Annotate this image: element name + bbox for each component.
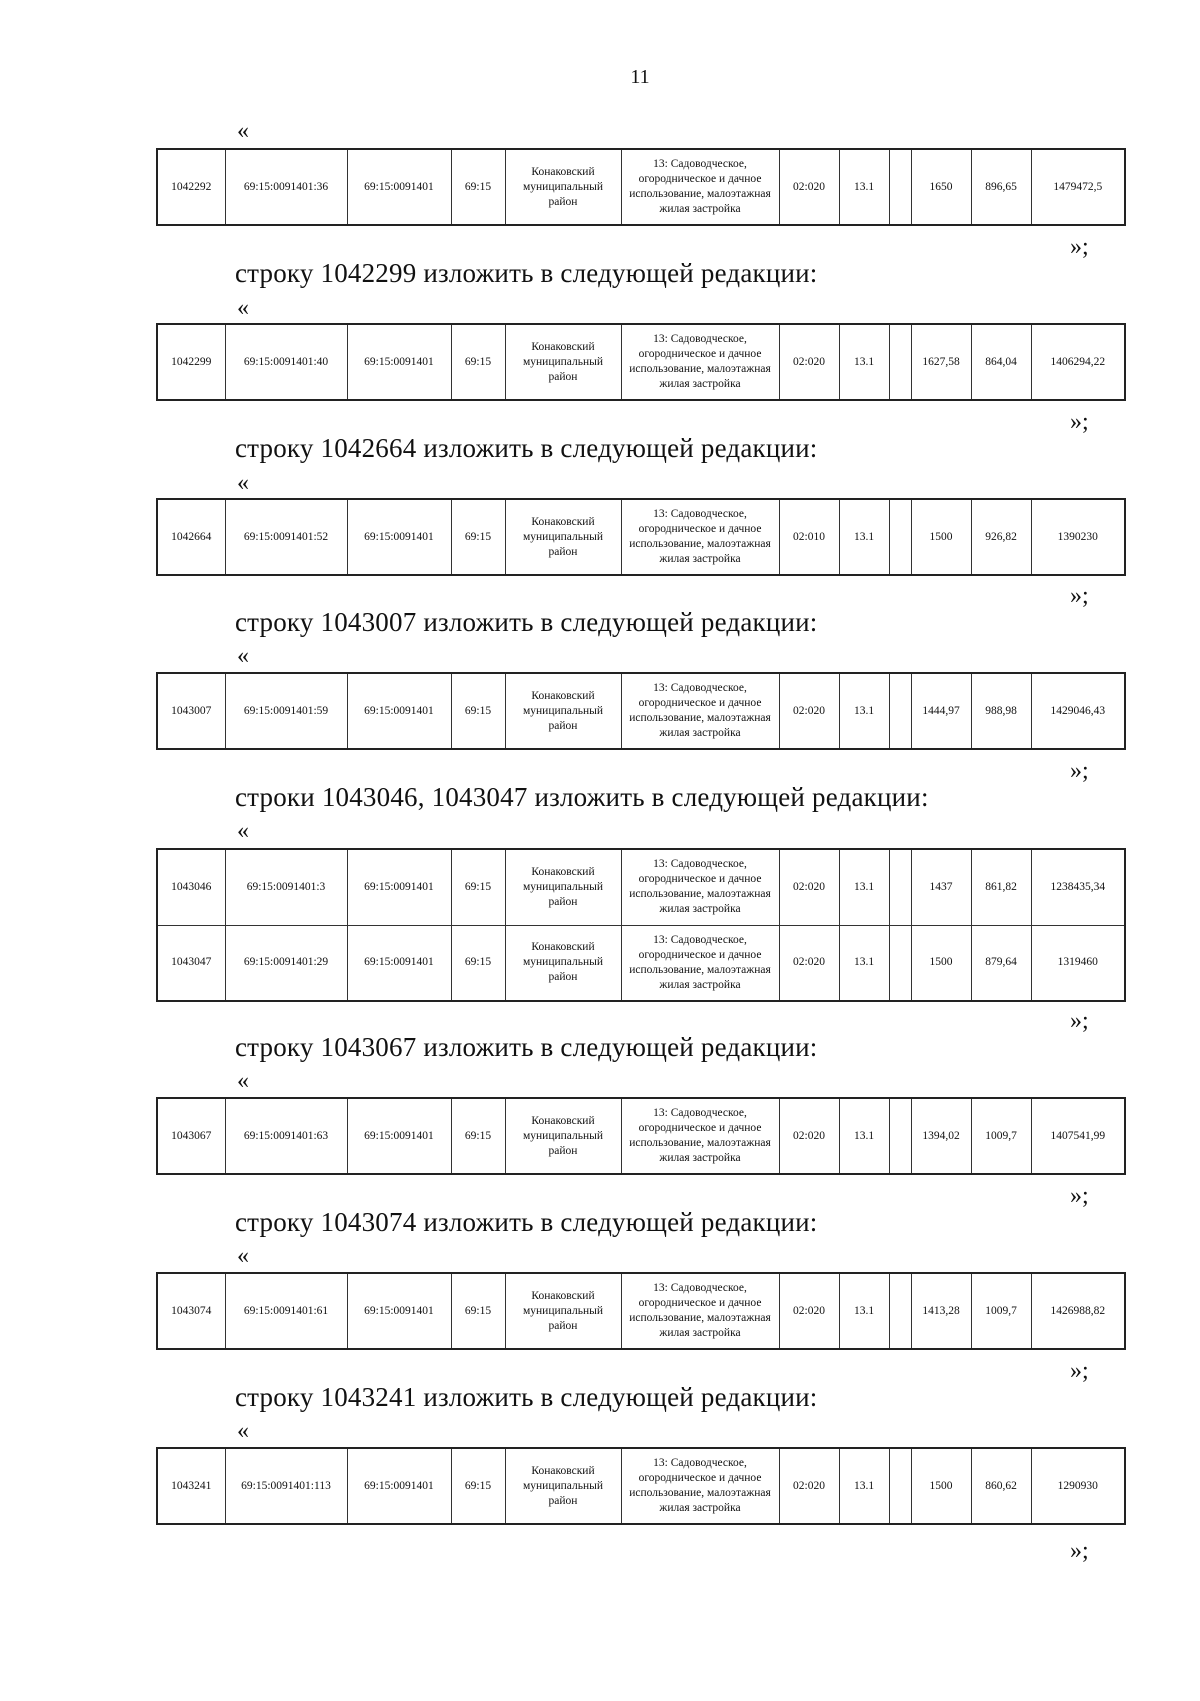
cell-land-use: 13: Садоводческое, огородническое и дачное использование, малоэтажная жилая застройка: [621, 1448, 779, 1524]
cell-cadastral-number: 69:15:0091401:29: [225, 925, 347, 1001]
close-quote: »;: [1070, 409, 1089, 435]
cell-cadastral-number: 69:15:0091401:3: [225, 849, 347, 925]
close-quote: »;: [1070, 758, 1089, 784]
cell-district-name: Конаковский муниципальный район: [505, 1448, 621, 1524]
cell-group-code: 02:020: [779, 1448, 839, 1524]
cell-quarter-number: 69:15:0091401: [347, 673, 451, 749]
cell-cadastral-value: 1319460: [1031, 925, 1125, 1001]
open-quote: «: [237, 118, 249, 144]
cell-row-number: 1042292: [157, 149, 225, 225]
cell-district-name: Конаковский муниципальный район: [505, 1273, 621, 1349]
cell-specific-value: 864,04: [971, 324, 1031, 400]
amendment-heading: строку 1042299 изложить в следующей редакции:: [235, 258, 818, 288]
amendment-heading: строку 1043074 изложить в следующей редакции:: [235, 1207, 818, 1237]
cell-cadastral-number: 69:15:0091401:61: [225, 1273, 347, 1349]
page-number: 11: [630, 66, 650, 88]
cell-cadastral-value: 1407541,99: [1031, 1098, 1125, 1174]
cell-land-use: 13: Садоводческое, огородническое и дачное использование, малоэтажная жилая застройка: [621, 925, 779, 1001]
table-row: [157, 1098, 1125, 1174]
cell-group-code: 02:020: [779, 849, 839, 925]
register-table: [156, 498, 1126, 576]
cell-empty: [889, 1098, 911, 1174]
cell-quarter-number: 69:15:0091401: [347, 1448, 451, 1524]
register-table: [156, 1272, 1126, 1350]
register-table: [156, 323, 1126, 401]
amendment-heading: строку 1042664 изложить в следующей редакции:: [235, 433, 818, 463]
cell-quarter-number: 69:15:0091401: [347, 849, 451, 925]
amendment-heading: строку 1043067 изложить в следующей редакции:: [235, 1032, 818, 1062]
cell-group-code: 02:020: [779, 324, 839, 400]
cell-subgroup: 13.1: [839, 673, 889, 749]
close-quote: »;: [1070, 1008, 1089, 1034]
cell-land-use: 13: Садоводческое, огородническое и дачное использование, малоэтажная жилая застройка: [621, 1098, 779, 1174]
cell-land-use: 13: Садоводческое, огородническое и дачное использование, малоэтажная жилая застройка: [621, 149, 779, 225]
cell-specific-value: 1009,7: [971, 1273, 1031, 1349]
cell-specific-value: 926,82: [971, 499, 1031, 575]
cell-empty: [889, 925, 911, 1001]
cell-district-code: 69:15: [451, 673, 505, 749]
cell-quarter-number: 69:15:0091401: [347, 149, 451, 225]
cell-group-code: 02:020: [779, 1273, 839, 1349]
cell-specific-value: 896,65: [971, 149, 1031, 225]
register-table: [156, 1447, 1126, 1525]
cell-subgroup: 13.1: [839, 499, 889, 575]
cell-row-number: 1042299: [157, 324, 225, 400]
cell-district-name: Конаковский муниципальный район: [505, 149, 621, 225]
cell-empty: [889, 149, 911, 225]
cell-area: 1500: [911, 925, 971, 1001]
cell-district-name: Конаковский муниципальный район: [505, 849, 621, 925]
cell-district-name: Конаковский муниципальный район: [505, 925, 621, 1001]
cell-land-use: 13: Садоводческое, огородническое и дачное использование, малоэтажная жилая застройка: [621, 1273, 779, 1349]
cell-cadastral-value: 1390230: [1031, 499, 1125, 575]
cell-cadastral-number: 69:15:0091401:52: [225, 499, 347, 575]
open-quote: «: [237, 1068, 249, 1094]
cell-row-number: 1043067: [157, 1098, 225, 1174]
cell-specific-value: 988,98: [971, 673, 1031, 749]
cell-quarter-number: 69:15:0091401: [347, 925, 451, 1001]
cell-area: 1650: [911, 149, 971, 225]
open-quote: «: [237, 470, 249, 496]
cell-district-name: Конаковский муниципальный район: [505, 673, 621, 749]
cell-district-code: 69:15: [451, 499, 505, 575]
table-row: [157, 149, 1125, 225]
cell-district-code: 69:15: [451, 1273, 505, 1349]
cell-row-number: 1043241: [157, 1448, 225, 1524]
cell-row-number: 1043047: [157, 925, 225, 1001]
register-table: [156, 672, 1126, 750]
table-row: [157, 673, 1125, 749]
close-quote: »;: [1070, 1183, 1089, 1209]
cell-group-code: 02:010: [779, 499, 839, 575]
cell-district-code: 69:15: [451, 149, 505, 225]
cell-subgroup: 13.1: [839, 1273, 889, 1349]
cell-cadastral-value: 1479472,5: [1031, 149, 1125, 225]
cell-cadastral-number: 69:15:0091401:40: [225, 324, 347, 400]
close-quote: »;: [1070, 1358, 1089, 1384]
register-table: [156, 148, 1126, 226]
close-quote: »;: [1070, 583, 1089, 609]
table-row: [157, 499, 1125, 575]
cell-subgroup: 13.1: [839, 849, 889, 925]
cell-cadastral-number: 69:15:0091401:113: [225, 1448, 347, 1524]
cell-land-use: 13: Садоводческое, огородническое и дачное использование, малоэтажная жилая застройка: [621, 673, 779, 749]
cell-group-code: 02:020: [779, 1098, 839, 1174]
cell-land-use: 13: Садоводческое, огородническое и дачное использование, малоэтажная жилая застройка: [621, 849, 779, 925]
cell-district-name: Конаковский муниципальный район: [505, 1098, 621, 1174]
cell-row-number: 1043074: [157, 1273, 225, 1349]
table-row: [157, 1448, 1125, 1524]
table-row: [157, 1273, 1125, 1349]
open-quote: «: [237, 1243, 249, 1269]
amendment-heading: строку 1043007 изложить в следующей редакции:: [235, 607, 818, 637]
cell-district-code: 69:15: [451, 849, 505, 925]
amendment-heading: строку 1043241 изложить в следующей редакции:: [235, 1382, 818, 1412]
close-quote: »;: [1070, 1538, 1089, 1564]
cell-land-use: 13: Садоводческое, огородническое и дачное использование, малоэтажная жилая застройка: [621, 499, 779, 575]
cell-area: 1500: [911, 499, 971, 575]
cell-district-code: 69:15: [451, 324, 505, 400]
table-row: [157, 849, 1125, 925]
cell-cadastral-value: 1290930: [1031, 1448, 1125, 1524]
cell-cadastral-value: 1429046,43: [1031, 673, 1125, 749]
open-quote: «: [237, 1418, 249, 1444]
cell-district-name: Конаковский муниципальный район: [505, 499, 621, 575]
amendment-heading: строки 1043046, 1043047 изложить в следующей редакции:: [235, 782, 929, 812]
cell-cadastral-value: 1238435,34: [1031, 849, 1125, 925]
cell-subgroup: 13.1: [839, 149, 889, 225]
cell-group-code: 02:020: [779, 925, 839, 1001]
cell-empty: [889, 499, 911, 575]
cell-cadastral-value: 1426988,82: [1031, 1273, 1125, 1349]
cell-land-use: 13: Садоводческое, огородническое и дачное использование, малоэтажная жилая застройка: [621, 324, 779, 400]
cell-row-number: 1042664: [157, 499, 225, 575]
cell-specific-value: 1009,7: [971, 1098, 1031, 1174]
cell-area: 1500: [911, 1448, 971, 1524]
cell-cadastral-number: 69:15:0091401:59: [225, 673, 347, 749]
cell-empty: [889, 849, 911, 925]
cell-subgroup: 13.1: [839, 1448, 889, 1524]
table-row: [157, 324, 1125, 400]
cell-cadastral-number: 69:15:0091401:63: [225, 1098, 347, 1174]
cell-district-code: 69:15: [451, 1098, 505, 1174]
cell-area: 1413,28: [911, 1273, 971, 1349]
cell-quarter-number: 69:15:0091401: [347, 499, 451, 575]
cell-empty: [889, 324, 911, 400]
cell-district-code: 69:15: [451, 1448, 505, 1524]
cell-specific-value: 879,64: [971, 925, 1031, 1001]
cell-quarter-number: 69:15:0091401: [347, 324, 451, 400]
cell-empty: [889, 673, 911, 749]
cell-cadastral-number: 69:15:0091401:36: [225, 149, 347, 225]
cell-quarter-number: 69:15:0091401: [347, 1273, 451, 1349]
cell-empty: [889, 1448, 911, 1524]
cell-empty: [889, 1273, 911, 1349]
table-row: [157, 925, 1125, 1001]
open-quote: «: [237, 643, 249, 669]
cell-quarter-number: 69:15:0091401: [347, 1098, 451, 1174]
cell-row-number: 1043046: [157, 849, 225, 925]
register-table: [156, 848, 1126, 1002]
cell-subgroup: 13.1: [839, 925, 889, 1001]
cell-cadastral-value: 1406294,22: [1031, 324, 1125, 400]
open-quote: «: [237, 818, 249, 844]
cell-specific-value: 860,62: [971, 1448, 1031, 1524]
close-quote: »;: [1070, 234, 1089, 260]
cell-specific-value: 861,82: [971, 849, 1031, 925]
cell-area: 1394,02: [911, 1098, 971, 1174]
cell-row-number: 1043007: [157, 673, 225, 749]
cell-group-code: 02:020: [779, 673, 839, 749]
cell-subgroup: 13.1: [839, 1098, 889, 1174]
cell-area: 1444,97: [911, 673, 971, 749]
register-table: [156, 1097, 1126, 1175]
cell-area: 1627,58: [911, 324, 971, 400]
cell-subgroup: 13.1: [839, 324, 889, 400]
cell-district-code: 69:15: [451, 925, 505, 1001]
cell-group-code: 02:020: [779, 149, 839, 225]
cell-district-name: Конаковский муниципальный район: [505, 324, 621, 400]
open-quote: «: [237, 295, 249, 321]
cell-area: 1437: [911, 849, 971, 925]
